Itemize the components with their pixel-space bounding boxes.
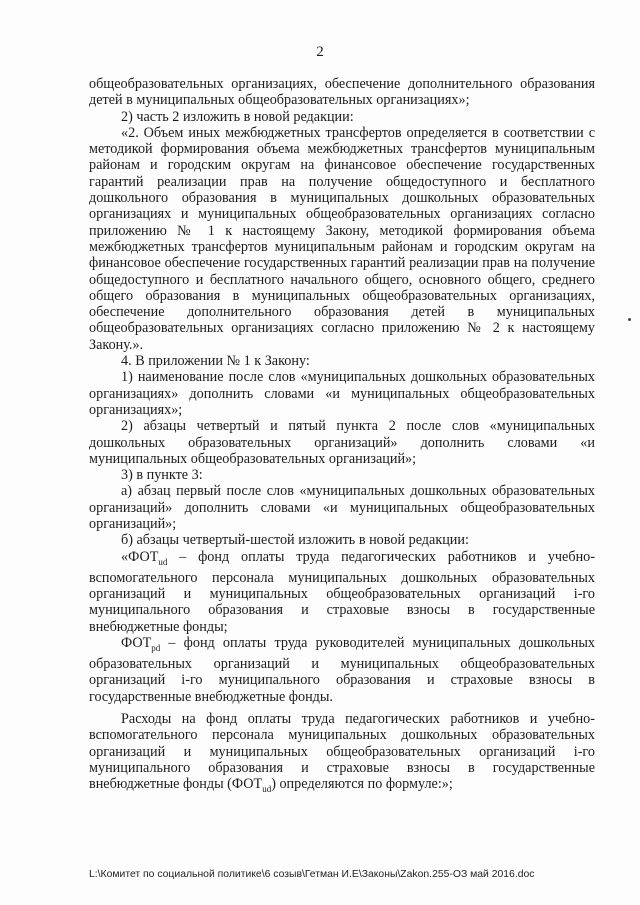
fot-subscript: ud: [158, 556, 168, 567]
body-text: [89, 76, 595, 797]
fot-label: «ФОТ: [121, 548, 159, 565]
paragraph: а) абзац первый после слов «муниципальных дошкольных образовательных организаций» дополнить словами «и муниципальных общеобразовательных организаций»;: [89, 483, 595, 533]
paragraph: 1) наименование после слов «муниципальных дошкольных образовательных организациях» дополнить словами «и муниципальных общеобразовательных организациях»;: [89, 369, 595, 418]
paragraph: 2) часть 2 изложить в новой редакции:: [121, 108, 354, 125]
paragraph-text-end: ) определяются по формуле:»;: [271, 776, 453, 793]
fot-subscript: pd: [151, 642, 161, 653]
fot-subscript: ud: [262, 783, 272, 794]
file-path-footer: L:\Комитет по социальной политике\6 созыв\Гетман И.Е\Законы\Zakon.255-ОЗ май 2016.doc: [89, 869, 535, 880]
paragraph: общеобразовательных организациях, обеспечение дополнительного образования детей в муниципальных общеобразовательных организациях»;: [89, 76, 595, 109]
paragraph: б) абзацы четвертый-шестой изложить в новой редакции:: [121, 532, 469, 549]
fot-label: ФОТ: [121, 634, 152, 651]
paragraph: 2) абзацы четвертый и пятый пункта 2 после слов «муниципальных дошкольных образовательных организаций» дополнить словами «и муниципальных общеобразовательных организаций»;: [89, 418, 595, 467]
paragraph-fot-pd: [89, 635, 595, 705]
paragraph-text: Расходы на фонд оплаты труда педагогических работников и учебно-вспомогательного персонала муниципальных дошкольных образовательных организаций и муниципальных общеобразовательных организаций i-го муниципального образования и страховые взносы в государственные внебюджетные фонды (ФОТ: [89, 710, 595, 793]
paragraph: «2. Объем иных межбюджетных трансфертов определяется в соответствии с методикой формирования объема межбюджетных трансфертов муниципальным районам и городским округам на финансовое обеспечение государственных гарантий реализации прав на получение общедоступного и бесплатного дошкольного образования в муниципальных дошкольных образовательных организациях и муниципальных общеобразовательных организациях согласно приложению № 1 к настоящему Закону, методикой формирования объема межбюджетных трансфертов муниципальным районам и городским округам на финансовое обеспечение государственных гарантий реализации прав на получение общедоступного и бесплатного начального общего, основного общего, среднего общего образования в муниципальных общеобразовательных организациях, обеспечение дополнительного образования детей в муниципальных общеобразовательных организациях согласно приложению № 2 к настоящему Закону.».: [89, 124, 595, 353]
paragraph-text: – фонд оплаты труда руководителей муниципальных дошкольных образовательных организаций и муниципальных общеобразовательных организаций i-го муниципального образования и страховые взносы в государственные внебюджетные фонды.: [89, 634, 595, 705]
page-number: 2: [316, 44, 324, 60]
paragraph-expenses: [89, 711, 595, 797]
margin-mark: [628, 318, 631, 321]
paragraph: 3) в пункте 3:: [121, 467, 203, 484]
paragraph: 4. В приложении № 1 к Закону:: [121, 353, 310, 370]
paragraph-text: – фонд оплаты труда педагогических работников и учебно-вспомогательного персонала муниципальных дошкольных образовательных организаций и муниципальных общеобразовательных организаций i-го муниципального образования и страховые взносы в государственные внебюджетные фонды;: [89, 548, 595, 635]
paragraph-fot-ud: [89, 549, 595, 635]
